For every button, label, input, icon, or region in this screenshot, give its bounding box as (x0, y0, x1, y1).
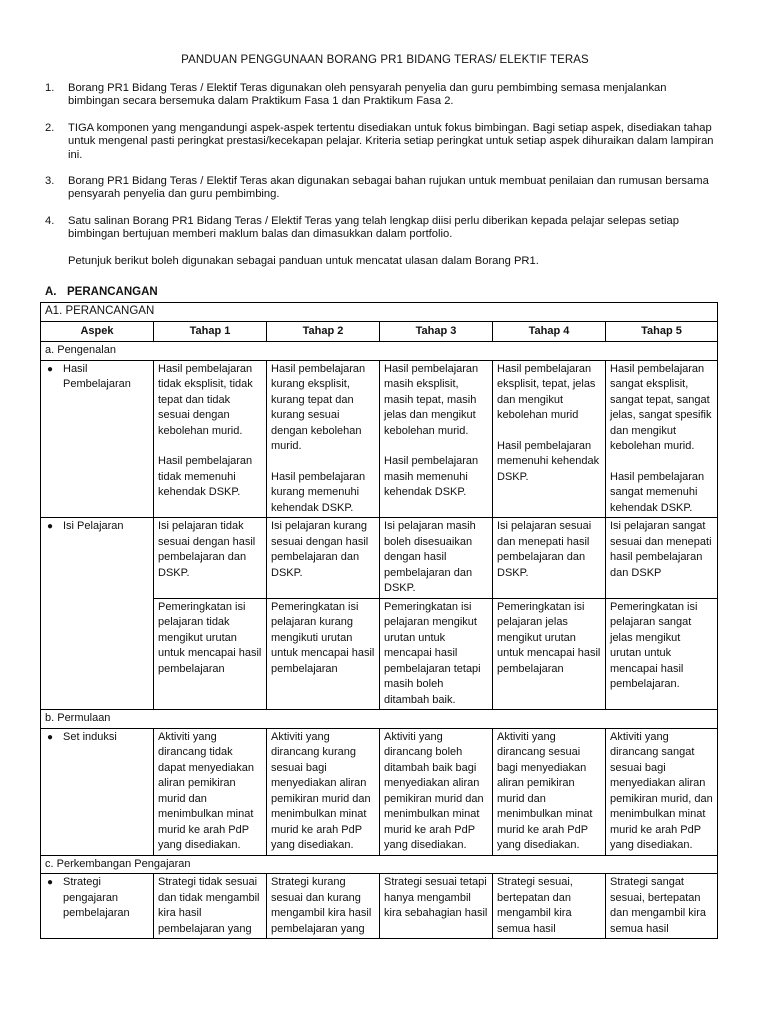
aspek-label: pembelajaran (63, 907, 130, 919)
table-cell: Strategi tidak sesuai dan tidak mengambil kira hasil pembelajaran yang (154, 874, 267, 939)
aspek-set-induksi (41, 728, 154, 855)
table-cell: Isi pelajaran masih boleh disesuaikan dengan hasil pembelajaran dan DSKP. (380, 518, 493, 599)
header-tahap-2: Tahap 2 (267, 321, 380, 342)
table-row (41, 518, 718, 599)
item-text: Borang PR1 Bidang Teras / Elektif Teras digunakan oleh pensyarah penyelia dan guru pembimbing semasa menjalankan bimbingan secara bersemuka dalam Praktikum Fasa 1 dan Praktikum Fasa 2. (68, 82, 667, 108)
cell-text: Hasil pembelajaran sangat memenuhi kehendak DSKP. (610, 470, 705, 514)
group-row (41, 342, 718, 361)
table-cell: Aktiviti yang dirancang kurang sesuai bagi menyediakan aliran pemikiran murid dan menimbulkan minat murid ke arah PdP yang disediakan. (267, 728, 380, 855)
table-cell: Isi pelajaran tidak sesuai dengan hasil pembelajaran dan DSKP. (154, 518, 267, 599)
cell-text: Hasil pembelajaran masih eksplisit, masih tepat, masih jelas dan mengikut kebolehan murid. (384, 362, 479, 437)
table-cell: Pemeringkatan isi pelajaran mengikut urutan untuk mencapai hasil pembelajaran tetapi masih boleh ditambah baik. (380, 598, 493, 710)
item-text: Borang PR1 Bidang Teras / Elektif Teras akan digunakan sebagai bahan rujukan untuk membuat penilaian dan rumusan bersama pensyarah penyelia dan guru pembimbing. (68, 175, 709, 201)
rubric-table (40, 302, 718, 939)
guideline-item (40, 175, 720, 202)
table-cell (267, 360, 380, 518)
table-cell: Isi pelajaran sangat sesuai dan menepati hasil pembelajaran dan DSKP (606, 518, 718, 599)
group-row (41, 855, 718, 874)
group-perkembangan: c. Perkembangan Pengajaran (41, 855, 718, 874)
aspek-label: Set induksi (63, 730, 117, 743)
item-text: Satu salinan Borang PR1 Bidang Teras / Elektif Teras yang telah lengkap diisi perlu diberikan kepada pelajar selepas setiap bimbingan bertujuan memberi maklum balas dan dimasukkan dalam portfolio. (68, 214, 679, 241)
closing-note: Petunjuk berikut boleh digunakan sebagai panduan untuk mencatat ulasan dalam Borang PR1. (68, 254, 539, 267)
aspek-hasil-pembelajaran (41, 360, 154, 518)
cell-text: Hasil pembelajaran kurang memenuhi kehendak DSKP. (271, 470, 366, 514)
cell-text: Hasil pembelajaran kurang eksplisit, kurang tepat dan kurang sesuai dengan kebolehan murid. (271, 362, 366, 452)
table-row (41, 360, 718, 518)
section-letter: A. (45, 286, 57, 298)
guideline-item (40, 122, 720, 162)
bullet-icon: ● (47, 363, 54, 375)
header-row (41, 321, 718, 342)
table-cell: Strategi sesuai tetapi hanya mengambil kira sebahagian hasil (380, 874, 493, 939)
table-cell: Aktiviti yang dirancang boleh ditambah baik bagi menyediakan aliran pemikiran murid dan menimbulkan minat murid ke arah PdP yang disediakan. (380, 728, 493, 855)
bullet-icon: ● (47, 877, 54, 888)
cell-text: Hasil pembelajaran tidak eksplisit, tidak tepat dan tidak sesuai dengan kebolehan murid. (158, 362, 253, 437)
cell-text: Hasil pembelajaran sangat eksplisit, sangat tepat, sangat jelas, sangat spesifik dan mengikut kebolehan murid. (610, 362, 712, 452)
group-row (41, 710, 718, 729)
table-cell: Isi pelajaran sesuai dan menepati hasil pembelajaran dan DSKP. (493, 518, 606, 599)
section-heading (45, 286, 158, 298)
cell-text: Hasil pembelajaran tidak memenuhi kehendak DSKP. (158, 455, 253, 498)
subsection-row (41, 303, 718, 322)
aspek-label: Isi Pelajaran (63, 520, 124, 532)
guideline-item (40, 82, 720, 109)
section-title: PERANCANGAN (67, 286, 158, 298)
table-row (41, 874, 718, 939)
table-cell: Isi pelajaran kurang sesuai dengan hasil pembelajaran dan DSKP. (267, 518, 380, 599)
table-cell (154, 360, 267, 518)
aspek-strategi (41, 874, 154, 939)
table-cell: Strategi sesuai, bertepatan dan mengambil kira semua hasil (493, 874, 606, 939)
cell-text: Hasil pembelajaran eksplisit, tepat, jelas dan mengikut kebolehan murid (497, 362, 596, 421)
item-number: 1. (45, 82, 55, 94)
table-cell: Strategi sangat sesuai, bertepatan dan mengambil kira semua hasil (606, 874, 718, 939)
bullet-icon: ● (47, 731, 54, 743)
header-tahap-3: Tahap 3 (380, 321, 493, 342)
aspek-label: Strategi (63, 876, 101, 888)
aspek-label: pengajaran (63, 891, 119, 904)
guideline-list (40, 82, 720, 268)
table-cell: Aktiviti yang dirancang sangat sesuai bagi menyediakan aliran pemikiran murid, dan menimbulkan minat murid ke arah PdP yang disediakan. (606, 728, 718, 855)
group-permulaan: b. Permulaan (41, 710, 718, 729)
aspek-label: Hasil (63, 362, 88, 375)
table-cell (380, 360, 493, 518)
table-cell (606, 360, 718, 518)
cell-text: Hasil pembelajaran masih memenuhi kehendak DSKP. (384, 455, 479, 498)
table-cell (493, 360, 606, 518)
header-tahap-4: Tahap 4 (493, 321, 606, 342)
table-cell: Pemeringkatan isi pelajaran kurang mengikuti urutan untuk mencapai hasil pembelajaran (267, 598, 380, 710)
aspek-isi-pelajaran (41, 518, 154, 710)
cell-text: Hasil pembelajaran memenuhi kehendak DSKP. (497, 439, 600, 483)
aspek-label: Pembelajaran (63, 378, 131, 390)
item-number: 4. (45, 214, 55, 227)
item-text: TIGA komponen yang mengandungi aspek-aspek tertentu disediakan untuk fokus bimbingan. Bagi setiap aspek, disediakan tahap untuk mengenal pasti peringkat prestasi/kecekapan pelajar. Kriteria setiap peringkat untuk setiap aspek dihuraikan dalam lampiran ini. (68, 121, 714, 161)
group-pengenalan: a. Pengenalan (41, 342, 718, 361)
table-cell: Pemeringkatan isi pelajaran jelas mengikut urutan untuk mencapai hasil pembelajaran (493, 598, 606, 710)
header-aspek: Aspek (41, 321, 154, 342)
guideline-item (40, 215, 720, 242)
table-row (41, 728, 718, 855)
table-cell: Pemeringkatan isi pelajaran sangat jelas mengikut urutan untuk mencapai hasil pembelajaran. (606, 598, 718, 710)
table-cell: Aktiviti yang dirancang sesuai bagi menyediakan aliran pemikiran murid dan menimbulkan minat murid ke arah PdP yang disediakan. (493, 728, 606, 855)
table-cell: Aktiviti yang dirancang tidak dapat menyediakan aliran pemikiran murid dan menimbulkan minat murid ke arah PdP yang disediakan. (154, 728, 267, 855)
item-number: 2. (45, 121, 55, 134)
bullet-icon: ● (47, 521, 54, 532)
table-cell: Strategi kurang sesuai dan kurang mengambil kira hasil pembelajaran yang (267, 874, 380, 939)
subsection-title: A1. PERANCANGAN (41, 303, 718, 322)
document-title: PANDUAN PENGGUNAAN BORANG PR1 BIDANG TERAS/ ELEKTIF TERAS (181, 54, 589, 66)
header-tahap-5: Tahap 5 (606, 321, 718, 342)
table-cell: Pemeringkatan isi pelajaran tidak mengikut urutan untuk mencapai hasil pembelajaran (154, 598, 267, 710)
header-tahap-1: Tahap 1 (154, 321, 267, 342)
item-number: 3. (45, 175, 55, 188)
